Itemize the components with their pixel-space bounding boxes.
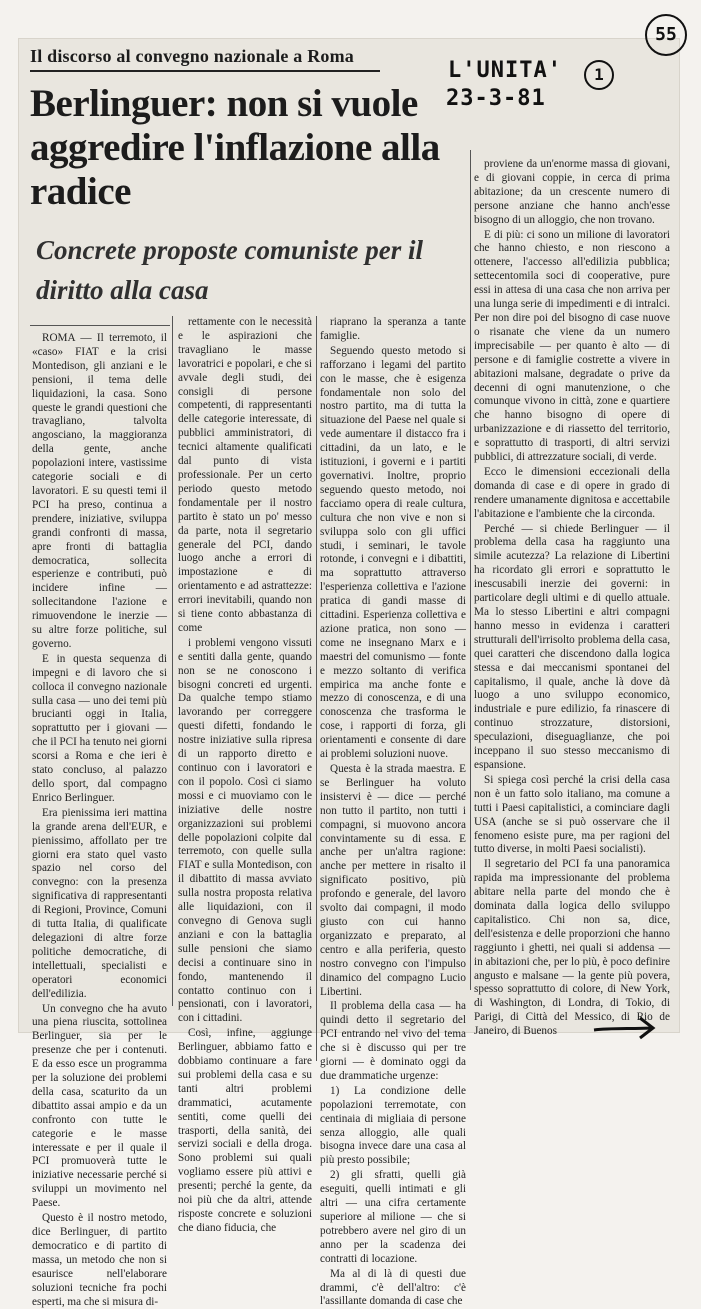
paragraph: riaprano la speranza a tante famiglie. — [320, 316, 466, 342]
paragraph: i problemi vengono vissuti e sentiti dalla gente, quando non se ne conoscono i bisogni concreti ed urgenti. Da qualche tempo stiamo lavorando per correggere questi difetti, fondando le nostre iniziative sulla ripresa di un rapporto diretto e continuo con i lavoratori e con il popolo. Così ci siamo mossi e ci muoviamo con le iniziative delle nostre organizzazioni sui problemi delle popolazioni colpite dal terremoto, con quelle sulla FIAT e sulla Montedison, con il dibattito di massa avviato sulla nostra proposta relativa alle liquidazioni, con il convegno di Genova sugli anziani e con la battaglia sulle pensioni che siamo decisi a continuare sino in fondo, mantenendo il contatto continuo con i pensionati, con i lavoratori, con i cittadini. — [178, 636, 312, 1025]
source-annotation: L'UNITA' — [448, 58, 562, 83]
paragraph: E di più: ci sono un milione di lavoratori che hanno chiesto, e non riescono a ottenere, l'accesso all'edilizia pubblica; settecentomila soci di cooperative, pure essi in attesa di una casa che non arriva per una lunga serie di impedimenti e di intralci. Per non dire poi del bisogno di case nuove o risanate che viene da un numero imprecisabile — per quanto è alto — di persone e di famiglie costrette a vivere in abitazioni malsane, degradate o prive da decenni di ogni manutenzione, o che comunque vivono in città, zone e quartiere che hanno bisogno di opere di urbanizzazione e di riassetto del territorio, e soprattutto di trasporti, di altri servizi pubblici, di attrezzature sociali, di verde. — [474, 228, 670, 464]
article-column-4 — [474, 158, 670, 1038]
article-subhead: Concrete proposte comuniste per il diritto alla casa — [36, 235, 423, 305]
paragraph: rettamente con le necessità e le aspirazioni che travagliano le masse lavoratrici e popolari, e che si avvale degli studi, dei consigli di persone competenti, di rappresentanti delle categorie interessate, di pubblici amministratori, di tecnici altamente qualificati dal punto di vista professionale. Per un certo periodo questo metodo fondamentale per il nostro partito è stato un po' messo da parte, nota il segretario generale del PCI, dando luogo anche a errori di impostazione e di orientamento e ad astrattezze: errori inevitabili, quando non si tiene conto abbastanza di come — [178, 316, 312, 634]
article-column-3 — [320, 316, 466, 1308]
page-number-annotation: 55 — [645, 14, 687, 56]
paragraph: E in questa sequenza di impegni e di lavoro che si colloca il convegno nazionale sulla casa — uno dei temi più brucianti oggi in Italia, soprattutto per i giovani — che il PCI ha tenuto nei giorni scorsi a Roma e che ieri è stato concluso, al palazzo dello sport, dal compagno Enrico Berlinguer. — [32, 652, 167, 804]
column-divider — [470, 150, 471, 990]
paragraph: Ecco le dimensioni eccezionali della domanda di case e di opere in grado di rendere umanamente dignitosa e accettabile l'abitazione e l'ambiente che la circonda. — [474, 465, 670, 520]
continue-arrow-icon — [590, 1008, 660, 1048]
item-number-annotation: 1 — [584, 60, 614, 90]
date-annotation: 23-3-81 — [446, 86, 546, 111]
paragraph: Il segretario del PCI fa una panoramica rapida ma impressionante del problema abitare nella parte del mondo che è dominata dalla logica dello sviluppo capitalistico. Chi non sa, dice, dell'esistenza e delle proporzioni che hanno raggiunto i ghetti, nei quali si addensa — in abitazioni che, per lo più, è poco definire angusto e malsane — la gente più povera, spesso soprattutto di colore, di New York, di Washington, di Londra, di Tokio, di Parigi, di Città del Messico, di Rio de Janeiro, di Buenos — [474, 858, 670, 1038]
paragraph: Un convegno che ha avuto una piena riuscita, sottolinea Berlinguer, sia per le presenze che per i contenuti. E da esso esce un programma per la soluzione dei problemi della casa, scaturito da un dibattito assai ampio e da un confronto con tutte le categorie e le masse interessate e per il quale il PCI promuoverà tutte le iniziative necessarie perché si sviluppi un movimento nel Paese. — [32, 1002, 167, 1210]
paragraph: Era pienissima ieri mattina la grande arena dell'EUR, e pienissimo, affollato per tre giorni era stato quel vasto spazio nel corso del convegno: con la presenza significativa di rappresentanti di Regioni, Province, Comuni di tutta Italia, di qualificate delegazioni di altre forze politiche democratiche, di intellettuali, specialisti e operatori economici dell'edilizia. — [32, 806, 167, 1000]
column-divider — [30, 325, 170, 326]
paragraph: ROMA — Il terremoto, il «caso» FIAT e la crisi Montedison, gli anziani e le pensioni, il tema delle liquidazioni, la casa. Sono queste le grandi questioni che travagliano, talvolta angosciano, la maggioranza della gente, anche popolazioni intere, vastissime categorie sociali e di lavoratori. E su questi temi il PCI ha preso, continua a prendere, iniziative, sviluppa grandi confronti di massa, apre fronti di battaglia democratica, sollecita esperienze e contributi, può incidere infine — sollecitandone l'azione e rimuovendone le inerzie — su altre forze politiche, sul governo. — [32, 332, 167, 650]
paragraph: Questo è il nostro metodo, dice Berlinguer, di partito democratico e di partito di massa, un metodo che non si esaurisce nell'elaborare soluzioni tecniche fra pochi esperti, ma che si misura di- — [32, 1212, 167, 1308]
paragraph: Questa è la strada maestra. E se Berlinguer ha voluto insistervi è — dice — perché non tutto il partito, non tutti i compagni, si muovono ancora convintamente su di essa. E anche per un'altra ragione: anche per mettere in risalto il significato positivo, più profondo e generale, del lavoro svolto dai compagni, il modo giusto con cui hanno organizzato e preparato, al centro e alla periferia, questo nostro convegno con l'impulso dinamico del compagno Lucio Libertini. — [320, 763, 466, 998]
article-headline: Berlinguer: non si vuole aggredire l'inflazione alla radice — [30, 82, 440, 213]
paragraph: Il problema della casa — ha quindi detto il segretario del PCI entrando nel vivo del tema che si è discusso qui per tre giorni — è dominato oggi da due drammatiche urgenze: — [320, 1000, 466, 1082]
paragraph: Si spiega così perché la crisi della casa non è un fatto solo italiano, ma comune a tutti i Paesi capitalistici, a cominciare dagli USA (anche se si può osservare che il fenomeno esiste pure, ma per ragioni del tutto diverse, in molti Paesi socialisti). — [474, 773, 670, 856]
paragraph: Seguendo questo metodo si rafforzano i legami del partito con le masse, che è esigenza fondamentale non solo del nostro partito, ma di tutta la situazione del Paese nel quale si vede aumentare il distacco fra i cittadini, da un lato, e le istituzioni, i governi e i partiti governativi. Inoltre, proprio seguendo questo metodo, noi facciamo opera di reale cultura, cultura che non vive e non si sviluppa solo con gli uffici studi, i seminari, le tavole rotonde, i convegni e i dibattiti, ma soprattutto attraverso l'esperienza collettiva e l'azione pratica di gandi masse di cittadini. Esperienza collettiva e azione pratica, non sono — come ne insegnano Marx e i maestri del comunismo — fonte e mezzo soltanto di verifica empirica ma anche fonte e mezzo di conoscenza, e di una conoscenza che trasforma le cose, i rapporti di forza, gli orientamenti e consente di dare ai problemi soluzioni nuove. — [320, 344, 466, 761]
paragraph: 1) La condizione delle popolazioni terremotate, con centinaia di migliaia di persone senza alloggio, alle quali bisogna invece dare una casa al più presto possibile; — [320, 1084, 466, 1167]
column-divider — [316, 316, 317, 1061]
paragraph: 2) gli sfratti, quelli già eseguiti, quelli intimati e gli altri — una cifra certamente superiore al milione — che si potrebbero avere nel giro di un anno per la scadenza dei contratti di locazione. — [320, 1169, 466, 1265]
column-divider — [172, 316, 173, 1006]
article-column-1 — [32, 332, 167, 1308]
paragraph: proviene da un'enorme massa di giovani, e di giovani coppie, in cerca di prima abitazione; da un crescente numero di persone anziane che hanno anch'esse bisogno di un alloggio, che non trovano. — [474, 158, 670, 226]
paragraph: Perché — si chiede Berlinguer — il problema della casa ha raggiunto una simile acutezza? La relazione di Libertini ha ricordato gli errori e soprattutto le inescusabili inerzie dei governi: in particolare degli ultimi e di quello attuale. Ma lo stesso Libertini e altri compagni hanno messo in evidenza i caratteri strutturali dell'irrisolto problema della casa, quei caratteri che discendono dalla logica stessa e dai meccanismi spontanei del capitalismo, il quale, anche là dove dà luogo a uno sviluppo economico, industriale e pure edilizio, fa rinascere di continuo strozzature, distorsioni, speculazioni, diseguaglianze, che poi inceppano il suo stesso meccanismo di espansione. — [474, 522, 670, 771]
paragraph: Così, infine, aggiunge Berlinguer, abbiamo fatto e dobbiamo continuare a fare sui problemi della casa e su tanti altri problemi drammatici, acutamente sentiti, come quelli dei trasporti, della sanità, dei servizi sociali e della droga. Sono problemi sui quali vogliamo essere più attivi e presenti; perché la gente, da noi più che da altri, attende risposte concrete e soluzioni che diano fiducia, che — [178, 1027, 312, 1234]
article-kicker: Il discorso al convegno nazionale a Roma — [30, 46, 380, 72]
article-column-2 — [178, 316, 312, 1234]
paragraph: Ma al di là di questi due drammi, c'è dell'altro: c'è l'assillante domanda di case che — [320, 1267, 466, 1308]
